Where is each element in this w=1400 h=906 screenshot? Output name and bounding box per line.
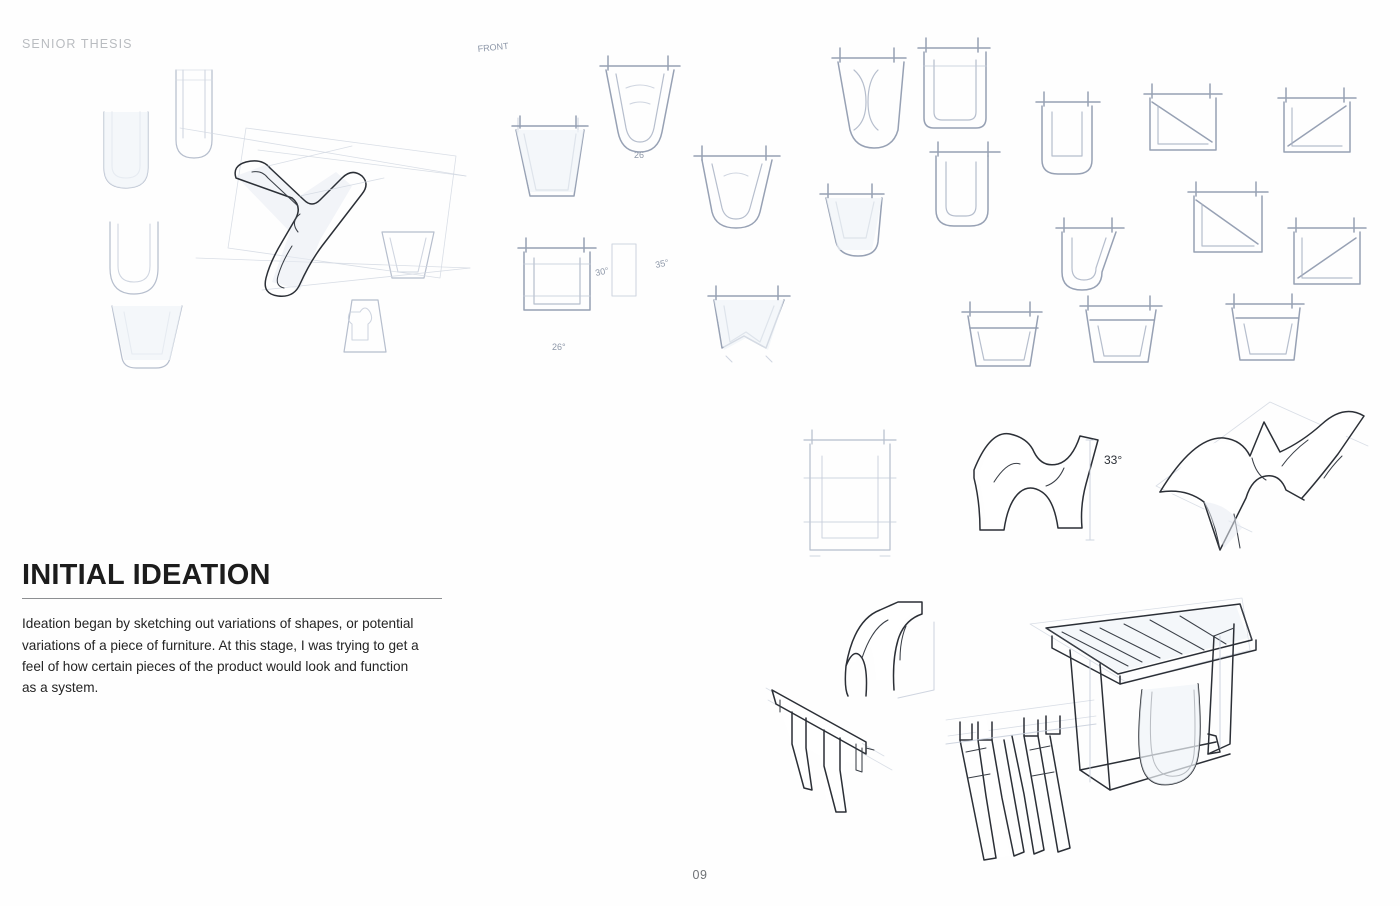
sketch-profile-variation-grid xyxy=(104,70,434,368)
annotation-33: 33° xyxy=(1104,453,1123,467)
sketch-table-assembly-perspective xyxy=(1030,598,1256,790)
sketch-hero-profile-perspective xyxy=(180,128,470,296)
page-header-label: SENIOR THESIS xyxy=(22,37,133,51)
page-number: 09 xyxy=(692,868,708,882)
page-title: INITIAL IDEATION xyxy=(22,559,271,591)
annotation-35: 35° xyxy=(654,257,670,270)
sketch-bracket-profile xyxy=(845,600,934,698)
annotation-26-lower: 26° xyxy=(552,342,566,352)
sketch-frame-study-array xyxy=(512,38,1366,556)
title-divider xyxy=(22,598,442,599)
section-title-block xyxy=(22,560,442,698)
annotation-30: 30° xyxy=(594,265,610,278)
annotation-26-upper: 26 xyxy=(634,150,645,160)
annotation-front-note: FRONT xyxy=(477,40,510,54)
sketch-trestle-assembly-views xyxy=(766,688,1096,860)
section-body-text: Ideation began by sketching out variations of shapes, or potential variations of a piece of furniture. At this stage, I was trying to get a feel of how certain pieces of the product would look and function as a system. xyxy=(22,616,419,695)
sketch-leg-profile-studies xyxy=(974,402,1368,550)
